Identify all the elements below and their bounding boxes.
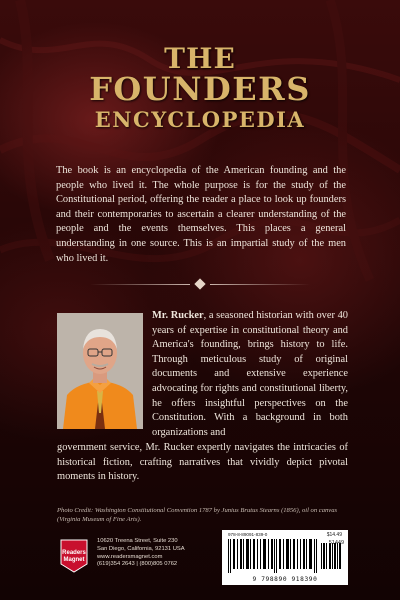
barcode-icon bbox=[228, 539, 342, 573]
isbn-barcode bbox=[222, 530, 348, 585]
logo-text-1: Readers bbox=[62, 550, 86, 556]
diamond-icon bbox=[194, 278, 205, 289]
author-name: Mr. Rucker bbox=[152, 310, 204, 321]
publisher-phone: (619)354 2643 | (800)805 0762 bbox=[97, 561, 178, 568]
title-line-2: FOUNDERS bbox=[89, 70, 311, 109]
publisher-website: www.readersmagnet.com bbox=[97, 553, 163, 560]
isbn-label: 978-8-89091-839-0 bbox=[228, 532, 268, 537]
barcode-number: 9 798890 918390 bbox=[252, 576, 318, 583]
readers-magnet-logo bbox=[57, 538, 91, 574]
ornamental-divider bbox=[90, 280, 310, 288]
price-code: 51449 bbox=[328, 540, 344, 546]
publisher-address-line-1: 10620 Treena Street, Suite 230 bbox=[97, 538, 178, 544]
title-line-3: ENCYCLOPEDIA bbox=[94, 106, 306, 132]
book-title bbox=[0, 44, 400, 131]
title-line-1: THE bbox=[164, 42, 236, 75]
price-label: $14.49 bbox=[326, 532, 342, 538]
author-bio-text: , a seasoned historian with over 40 years of expertise in constitutional theory and America's founding, brings history to life. Through meticulous study of original documents and extensive experience advocating for rights and constitutional liberty, he offers insightful perspectives on the Constitution. With a background in both organizations and bbox=[152, 310, 348, 438]
author-bio bbox=[152, 309, 348, 440]
publisher-info bbox=[57, 532, 247, 582]
publisher-address-line-2: San Diego, California, 92131 USA bbox=[97, 545, 185, 552]
author-bio-continued: government service, Mr. Rucker expertly navigates the intricacies of historical fiction, crafting narratives that vividly depict pivotal moments in history. bbox=[57, 442, 348, 483]
author-photo bbox=[57, 313, 143, 429]
book-description: The book is an encyclopedia of the American founding and the people who lived it. The whole purpose is for the study of the Constitutional period, offering the reader a place to look up founders and their contemporaries to ascertain a clearer understanding of the people and the events themselves. This places a general understanding in one source. This is an impartial study of the men who lived it. bbox=[56, 165, 346, 264]
photo-credit: Photo Credit: Washington Constitutional Convention 1787 by Junius Brutus Stearns (1856), oil on canvas (Virginia Museum of Fine Arts). bbox=[57, 507, 338, 523]
logo-text-2: Magnet bbox=[63, 557, 85, 563]
